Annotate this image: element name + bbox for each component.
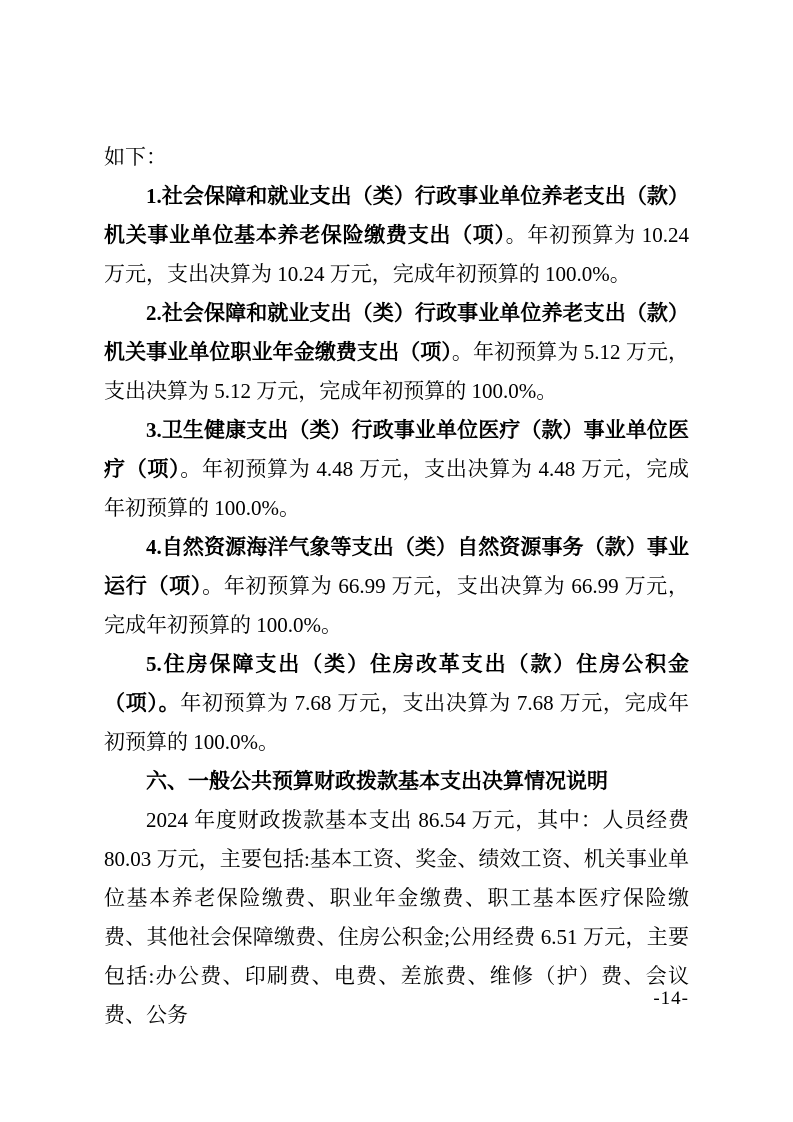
expenditure-item-4-detail: 。年初预算为 66.99 万元，支出决算为 66.99 万元，完成年初预算的 100.0%。	[104, 574, 690, 637]
expenditure-item-3-title: 3.卫生健康支出（类）行政事业单位医疗（款）事业单位医疗（项）	[104, 418, 689, 481]
expenditure-item-3-detail: 。年初预算为 4.48 万元，支出决算为 4.48 万元，完成年初预算的 100.0%。	[104, 457, 690, 520]
expenditure-item-4	[104, 528, 689, 645]
expenditure-item-1-detail: 。年初预算为 10.24 万元，支出决算为 10.24 万元，完成年初预算的 100.0%。	[104, 223, 690, 286]
expenditure-item-2	[104, 294, 689, 411]
intro-line: 如下：	[104, 145, 167, 169]
section-body-paragraph: 2024 年度财政拨款基本支出 86.54 万元，其中：人员经费 80.03 万元，主要包括:基本工资、奖金、绩效工资、机关事业单位基本养老保险缴费、职业年金缴费、职工基本医疗保险缴费、其他社会保障缴费、住房公积金;公用经费 6.51 万元，主要包括:办公费、印刷费、电费、差旅费、维修（护）费、会议费、公务	[104, 808, 689, 1027]
page-number: -14-	[653, 988, 689, 1009]
expenditure-item-2-detail: 。年初预算为 5.12 万元，支出决算为 5.12 万元，完成年初预算的 100.0%。	[104, 340, 690, 403]
section-heading: 六、一般公共预算财政拨款基本支出决算情况说明	[146, 769, 608, 793]
expenditure-item-5-title: 5.住房保障支出（类）住房改革支出（款）住房公积金（项）。	[104, 652, 689, 715]
expenditure-item-1-title: 1.社会保障和就业支出（类）行政事业单位养老支出（款）机关事业单位基本养老保险缴费支出（项）	[104, 184, 689, 247]
expenditure-item-1	[104, 177, 689, 294]
expenditure-item-5	[104, 645, 689, 762]
expenditure-item-2-title: 2.社会保障和就业支出（类）行政事业单位养老支出（款）机关事业单位职业年金缴费支出（项）	[104, 301, 689, 364]
expenditure-item-5-detail: 年初预算为 7.68 万元，支出决算为 7.68 万元，完成年初预算的 100.0%。	[104, 691, 690, 754]
expenditure-item-4-title: 4.自然资源海洋气象等支出（类）自然资源事务（款）事业运行（项）	[104, 535, 689, 598]
expenditure-item-3	[104, 411, 689, 528]
page-content	[104, 138, 689, 1035]
